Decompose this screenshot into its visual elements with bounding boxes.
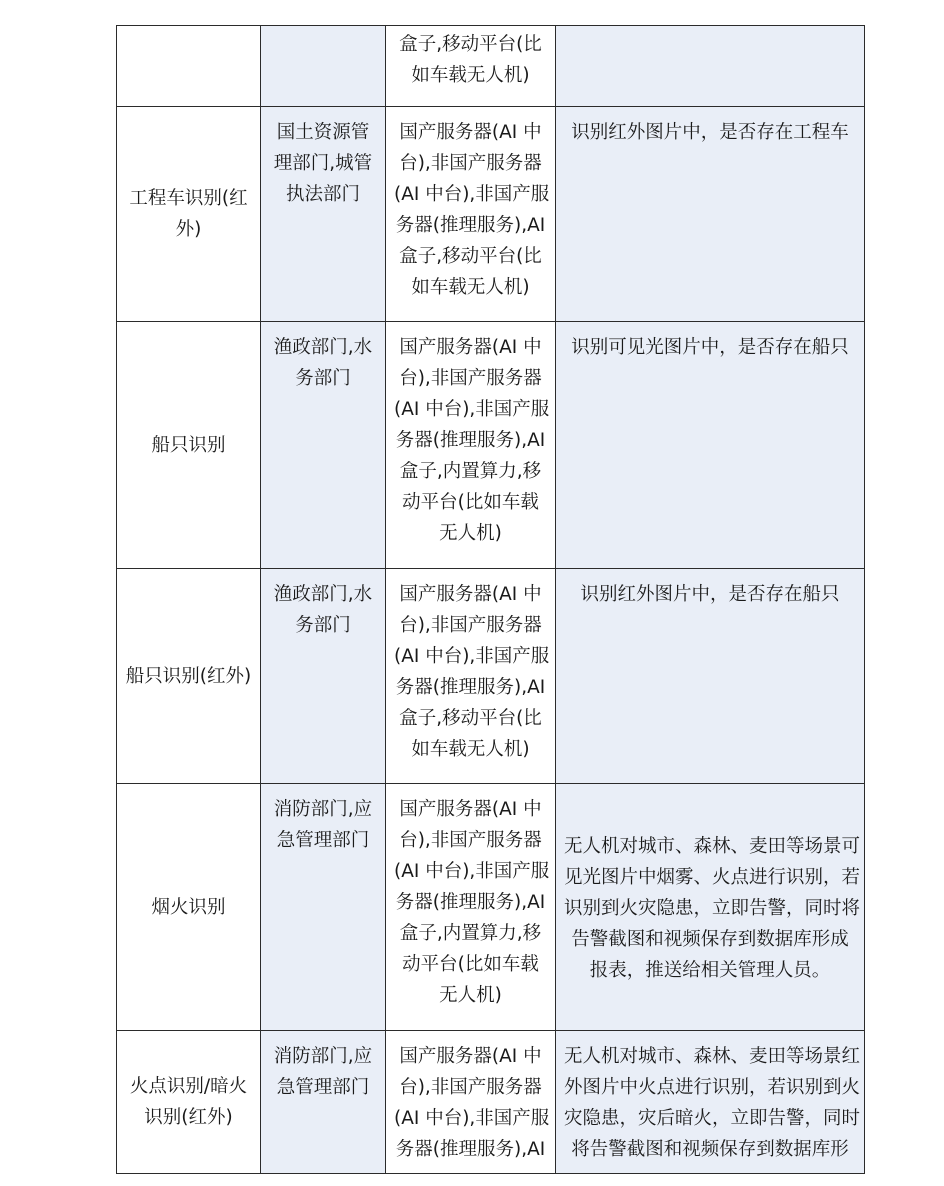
description-text-line: 识别红外图片中，是否存在工程车 (571, 122, 849, 143)
deployment-text-line: 务器(推理服务),AI (395, 892, 546, 913)
deployment-text-line: 如车载无人机) (411, 65, 530, 86)
deployment-text-line: (AI 中台),非国产服 (394, 184, 550, 205)
deployment-text-line: 台),非国产服务器 (399, 830, 542, 851)
deployment-text-line: 务器(推理服务),AI (395, 1139, 546, 1160)
deployment-text-line: 务器(推理服务),AI (395, 215, 546, 236)
department-text-line: 理部门,城管 (273, 153, 373, 174)
description-text-line: 识别到火灾隐患，立即告警，同时将 (564, 897, 861, 919)
department-text-line: 国土资源管 (276, 122, 370, 143)
recognition-name-line: 火点识别/暗火 (129, 1076, 248, 1097)
description-cell (556, 26, 865, 107)
deployment-text-line: 无人机) (439, 985, 502, 1006)
recognition-name-line: 外) (175, 219, 202, 240)
description-text-line: 告警截图和视频保存到数据库形成 (571, 928, 849, 950)
table-row (117, 569, 865, 784)
description-cell (556, 1031, 865, 1174)
description-cell (556, 784, 865, 1031)
deployment-text-line: 台),非国产服务器 (399, 615, 542, 636)
deployment-text-line: 动平台(比如车载 (402, 954, 539, 975)
recognition-name-cell (117, 322, 261, 569)
deployment-text-line: 盒子,移动平台(比 (399, 246, 542, 267)
deployment-cell (386, 322, 556, 569)
description-cell (556, 107, 865, 322)
description-text-line: 报表，推送给相关管理人员。 (589, 959, 831, 981)
description-text-line: 识别可见光图片中，是否存在船只 (571, 337, 849, 358)
department-text-line: 急管理部门 (276, 1077, 370, 1098)
deployment-text-line: 台),非国产服务器 (399, 368, 542, 389)
department-text-line: 渔政部门,水 (273, 584, 373, 605)
deployment-text-line: (AI 中台),非国产服 (394, 399, 550, 420)
department-cell (261, 1031, 386, 1174)
deployment-cell (386, 107, 556, 322)
deployment-cell (386, 784, 556, 1031)
recognition-name-cell (117, 107, 261, 322)
deployment-cell (386, 1031, 556, 1174)
department-cell (261, 322, 386, 569)
recognition-name-cell (117, 784, 261, 1031)
capability-table (116, 25, 865, 1174)
description-text-line: 外图片中火点进行识别，若识别到火 (564, 1077, 861, 1098)
deployment-text-line: 无人机) (439, 523, 502, 544)
deployment-text-line: 盒子,移动平台(比 (399, 708, 542, 729)
deployment-text-line: 国产服务器(AI 中 (399, 337, 542, 358)
description-text-line: 将告警截图和视频保存到数据库形 (571, 1139, 849, 1160)
description-text-line: 灾隐患，灾后暗火，立即告警，同时 (564, 1108, 861, 1129)
recognition-name-line: 船只识别(红外) (125, 665, 252, 687)
deployment-cell (386, 569, 556, 784)
recognition-name-line: 烟火识别 (151, 896, 226, 918)
deployment-text-line: 盒子,内置算力,移 (399, 923, 542, 944)
deployment-text-line: (AI 中台),非国产服 (394, 1108, 550, 1129)
deployment-text-line: 国产服务器(AI 中 (399, 584, 542, 605)
deployment-text-line: 务器(推理服务),AI (395, 430, 546, 451)
description-text-line: 无人机对城市、森林、麦田等场景红 (564, 1046, 861, 1067)
deployment-text-line: 务器(推理服务),AI (395, 677, 546, 698)
description-text-line: 见光图片中烟雾、火点进行识别，若 (564, 866, 861, 888)
deployment-text-line: 台),非国产服务器 (399, 153, 542, 174)
description-text-line: 无人机对城市、森林、麦田等场景可 (564, 835, 861, 857)
department-text-line: 执法部门 (285, 184, 360, 205)
table-row (117, 322, 865, 569)
deployment-text-line: 国产服务器(AI 中 (399, 1046, 542, 1067)
recognition-name-cell (117, 569, 261, 784)
recognition-name-cell (117, 26, 261, 107)
department-cell (261, 107, 386, 322)
description-text-line: 识别红外图片中，是否存在船只 (580, 584, 840, 605)
deployment-text-line: 国产服务器(AI 中 (399, 799, 542, 820)
table-row (117, 26, 865, 107)
table-row (117, 1031, 865, 1174)
department-cell (261, 26, 386, 107)
description-cell (556, 322, 865, 569)
department-cell (261, 569, 386, 784)
recognition-name-line: 识别(红外) (144, 1107, 233, 1128)
deployment-text-line: 台),非国产服务器 (399, 1077, 542, 1098)
deployment-text-line: 盒子,内置算力,移 (399, 461, 542, 482)
department-text-line: 消防部门,应 (273, 1046, 373, 1067)
department-text-line: 消防部门,应 (273, 799, 373, 820)
department-text-line: 急管理部门 (276, 830, 370, 851)
deployment-text-line: 国产服务器(AI 中 (399, 122, 542, 143)
deployment-cell (386, 26, 556, 107)
description-cell (556, 569, 865, 784)
department-text-line: 务部门 (295, 615, 351, 636)
deployment-text-line: 如车载无人机) (411, 277, 530, 298)
deployment-text-line: 盒子,移动平台(比 (399, 34, 542, 55)
department-text-line: 渔政部门,水 (273, 337, 373, 358)
table-row (117, 784, 865, 1031)
recognition-name-cell (117, 1031, 261, 1174)
table-row (117, 107, 865, 322)
deployment-text-line: (AI 中台),非国产服 (394, 861, 550, 882)
deployment-text-line: 动平台(比如车载 (402, 492, 539, 513)
department-text-line: 务部门 (295, 368, 351, 389)
department-cell (261, 784, 386, 1031)
recognition-name-line: 船只识别 (151, 434, 226, 456)
deployment-text-line: 如车载无人机) (411, 739, 530, 760)
recognition-name-line: 工程车识别(红 (129, 188, 248, 209)
deployment-text-line: (AI 中台),非国产服 (394, 646, 550, 667)
